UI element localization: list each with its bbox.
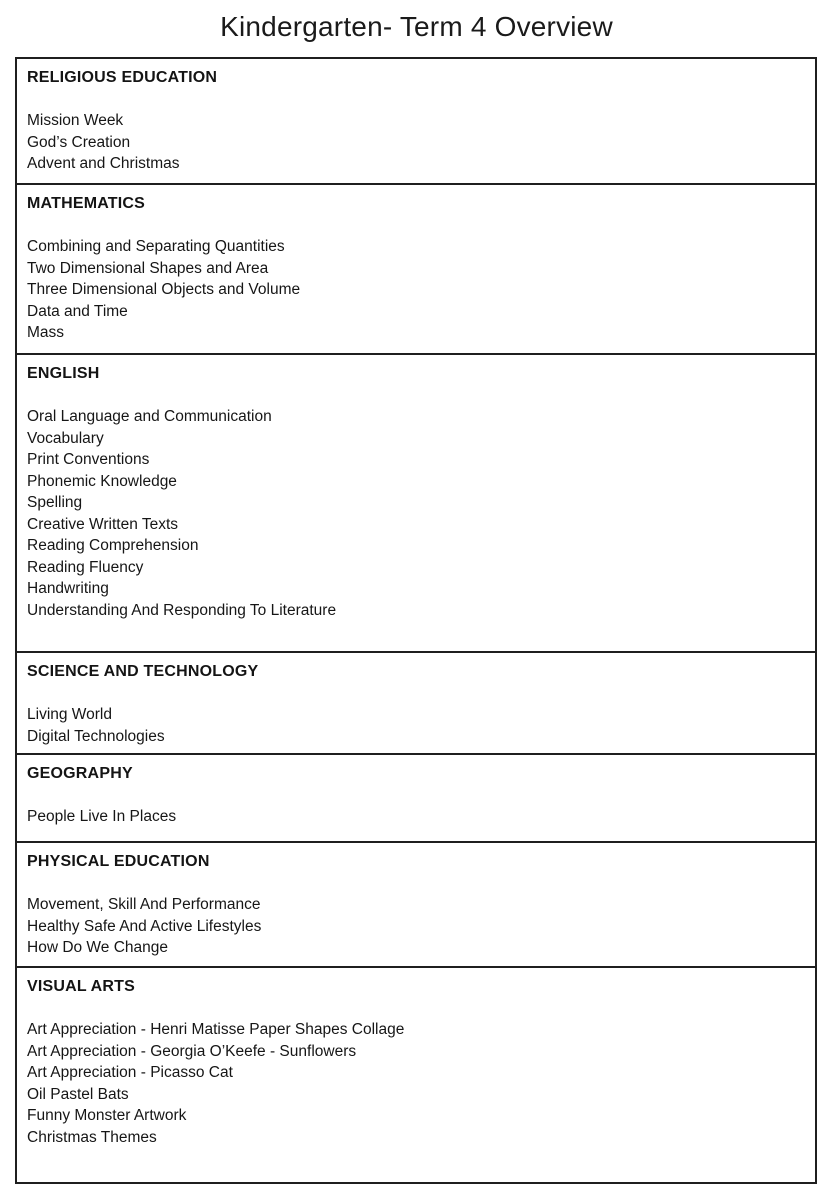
curriculum-item: Reading Comprehension [27,537,199,554]
section-english [17,355,815,653]
overview-table [15,57,817,1184]
curriculum-item: People Live In Places [27,808,177,825]
curriculum-item: Advent and Christmas [27,155,180,172]
spacer [27,785,803,807]
section-heading: VISUAL ARTS [27,978,135,995]
curriculum-item: Art Appreciation - Georgia O’Keefe - Sunflowers [27,1042,357,1060]
section-heading: ENGLISH [27,365,100,382]
page-title: Kindergarten- Term 4 Overview [220,11,613,42]
section-science-and-technology [17,653,815,755]
curriculum-item: Movement, Skill And Performance [27,896,261,913]
curriculum-item: Two Dimensional Shapes and Area [27,259,269,277]
curriculum-item: Oral Language and Communication [27,408,272,425]
spacer [27,89,803,111]
curriculum-item: Three Dimensional Objects and Volume [27,281,301,298]
section-geography [17,755,815,843]
section-heading: MATHEMATICS [27,195,146,212]
spacer [27,873,803,895]
curriculum-item: God’s Creation [27,133,131,151]
curriculum-item: Healthy Safe And Active Lifestyles [27,917,262,935]
curriculum-item: Handwriting [27,580,109,597]
curriculum-item: Reading Fluency [27,558,144,576]
spacer [27,385,803,407]
section-heading: RELIGIOUS EDUCATION [27,69,218,86]
curriculum-item: Art Appreciation - Picasso Cat [27,1064,233,1081]
section-heading: PHYSICAL EDUCATION [27,853,210,870]
section-physical-education [17,843,815,968]
curriculum-item: Spelling [27,494,83,511]
section-mathematics [17,185,815,355]
curriculum-item: Oil Pastel Bats [27,1085,129,1103]
curriculum-item: Christmas Themes [27,1128,157,1146]
curriculum-item: Combining and Separating Quantities [27,238,285,255]
curriculum-item: Data and Time [27,302,128,320]
spacer [27,998,803,1020]
spacer [27,683,803,705]
curriculum-item: Understanding And Responding To Literature [27,601,337,619]
section-religious-education [17,59,815,185]
section-visual-arts [17,968,815,1182]
curriculum-item: Mission Week [27,112,124,129]
curriculum-item: Digital Technologies [27,727,165,745]
curriculum-item: Mass [27,324,65,341]
curriculum-item: Phonemic Knowledge [27,472,177,490]
section-heading: GEOGRAPHY [27,765,133,782]
curriculum-item: How Do We Change [27,939,169,956]
curriculum-item: Funny Monster Artwork [27,1107,187,1124]
curriculum-item: Vocabulary [27,429,104,447]
curriculum-item: Print Conventions [27,451,150,468]
spacer [27,215,803,237]
curriculum-item: Living World [27,706,113,723]
curriculum-item: Creative Written Texts [27,515,179,533]
curriculum-item: Art Appreciation - Henri Matisse Paper Shapes Collage [27,1021,405,1038]
section-heading: SCIENCE AND TECHNOLOGY [27,663,259,680]
